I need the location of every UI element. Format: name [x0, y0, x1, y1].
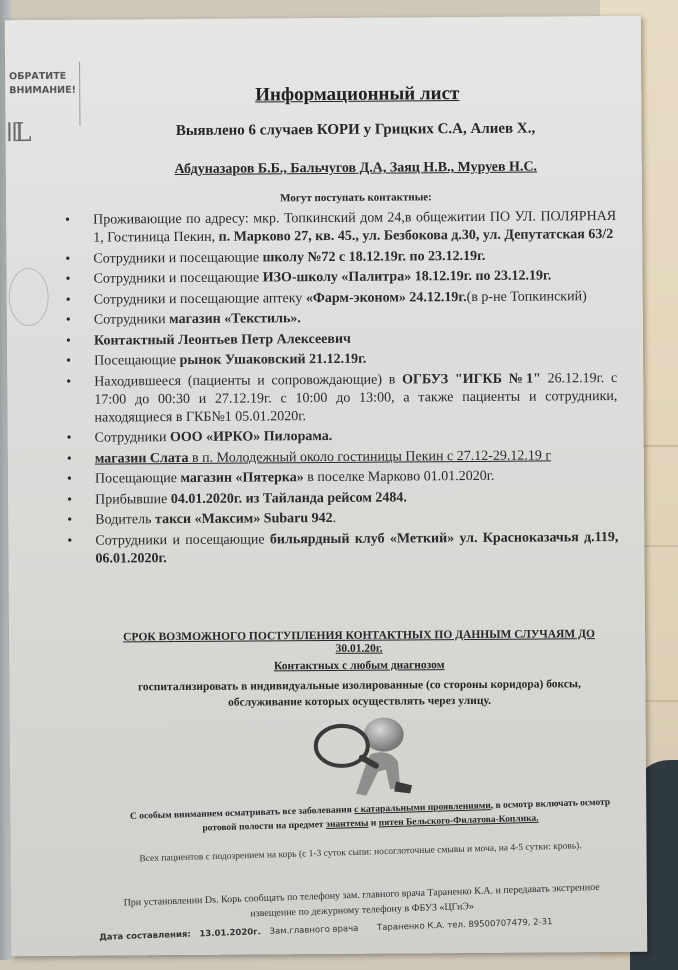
bullet-icon: •: [67, 430, 72, 448]
bullet-icon: •: [65, 271, 70, 289]
item-bold-text: ИЗО-школу «Палитра» 18.12.19г. по 23.12.19г.: [263, 268, 552, 285]
magnifier-figure-icon: [300, 709, 431, 805]
note1-part: пятен Бельского-Филатова-Коплика.: [379, 814, 539, 829]
item-bold-text: «Фарм-эконом» 24.12.19г.: [306, 290, 467, 306]
contact-list-item: [61, 246, 616, 268]
sampling-note: Всех пациентов с подозрением на корь (с 1-3 суток сыпи: носоглоточные смывы и моча, на 4-5 сутки: кровь).: [110, 838, 610, 868]
item-bold-text: магазин «Пятерка»: [180, 470, 303, 486]
hospitalize-line1: госпитализировать в индивидуальные изолированные (со стороны коридора) боксы,: [99, 676, 619, 696]
note1-part: и: [368, 818, 379, 828]
item-bold-text: п. Марково 27, кв. 45., ул. Безбокова д.30, ул. Депутатская 63/2: [219, 227, 614, 245]
stamp-line2: ВНИМАНИЕ!: [9, 84, 79, 98]
item-text: Прибывшие: [95, 492, 171, 508]
item-text: Водитель: [95, 512, 155, 527]
note1-part: , в осмотр включать осмотр ротовой полости на предмет: [202, 798, 610, 834]
bullet-icon: •: [65, 250, 70, 268]
bullet-icon: •: [66, 373, 71, 391]
bullet-icon: •: [67, 512, 72, 530]
item-bold-text: Контактный Леонтьев Петр Алексеевич: [94, 331, 351, 348]
date-value: 13.01.2020г.: [199, 927, 261, 939]
cases-line2: Абдуназаров Б.Б., Бальчугов Д.А, Заяц Н.В., Муруев Н.С.: [126, 159, 586, 178]
item-text: Сотрудники: [95, 430, 170, 446]
deadline-line2: 30.01.20г.: [109, 641, 609, 657]
item-tail-text: в поселке Марково 01.01.2020г.: [304, 469, 495, 485]
item-text: Сотрудники и посещающие: [95, 532, 270, 548]
author-contact: Тараненко К.А. тел. 89500707479, 2-31: [377, 917, 553, 933]
item-text: Посещающие: [95, 471, 181, 487]
bullet-icon: •: [66, 312, 71, 330]
contact-list-item: [63, 446, 618, 468]
contact-list-item: [62, 369, 617, 427]
stamp-line1: ОБРАТИТЕ: [9, 70, 79, 84]
hospitalization-instructions: [99, 676, 619, 712]
note1-part: С особым вниманием осматривать все заболевания: [130, 805, 354, 822]
contact-list-item: [62, 328, 617, 350]
item-bold-text: школу №72 с 18.12.19г. по 23.12.19г.: [263, 248, 486, 265]
item-text: Сотрудники и посещающие: [93, 270, 262, 286]
item-bold-text: такси «Максим» Subaru 942: [155, 511, 333, 527]
contact-list-item: [63, 426, 618, 448]
note1-part: энантемы: [326, 819, 369, 830]
pen-scribble: [8, 268, 48, 326]
reporting-note: При установлении Ds. Корь сообщать по телефону зам. главного врача Тараненко К.А. и передавать экстренное извещение по дежурному телефону в ФБУЗ «ЦГиЭ»: [107, 879, 618, 926]
item-tail-text: .: [333, 511, 337, 526]
item-bold-text: рынок Ушаковский 21.12.19г.: [180, 352, 367, 368]
contact-list-item: [62, 349, 617, 371]
hospitalize-line2: обслуживание которых осуществлять через улицу.: [99, 692, 619, 712]
contact-list-item: [62, 287, 617, 309]
item-text: Сотрудники и посещающие: [93, 250, 262, 266]
bullet-icon: •: [66, 291, 71, 309]
contacts-label: Могут поступать контактные:: [206, 191, 506, 205]
bullet-icon: •: [67, 450, 72, 468]
item-bold-text: магазин «Текстиль».: [169, 311, 301, 327]
bullet-icon: •: [67, 532, 72, 550]
contact-list-item: [61, 267, 616, 289]
bullet-icon: •: [67, 491, 72, 509]
note1-part: с катаральными проявлениями: [354, 801, 491, 815]
date-label: Дата составления:: [99, 930, 191, 943]
item-bold-text: магазин Слата: [95, 450, 189, 466]
bullet-icon: •: [66, 353, 71, 371]
item-text: Находившееся (пациенты и сопровождающие) в: [94, 372, 402, 389]
item-tail-text: 26.12.19г. с 17:00 до 00:30 и 27.12.19г. с 10:00 до 13:00, а также пациенты и сотрудники, находящиеся в ГКБ№1 05.01.2020г.: [94, 370, 617, 425]
bullet-icon: •: [66, 332, 71, 350]
contacts-list: [61, 208, 618, 571]
item-bold-text: ООО «ИРКО» Пилорама.: [170, 429, 332, 445]
attention-stamp: [5, 62, 80, 127]
item-bold-text: 04.01.2020г. из Тайланда рейсом 2484.: [171, 490, 407, 507]
deadline-heading: [109, 628, 609, 657]
item-text: Сотрудники: [94, 312, 169, 328]
item-bold-text: бильярдный клуб «Меткий» ул. Краснoказачья д.119, 06.01.2020г.: [95, 529, 618, 566]
contact-list-item: [62, 308, 617, 330]
document-title: Информационный лист: [237, 83, 477, 107]
item-tail-text: в п. Молодежный около гостиницы Пекин с 27.12-29.12.19 г: [188, 448, 551, 466]
examination-note: [120, 795, 621, 838]
info-sheet: [5, 16, 648, 956]
bullet-icon: •: [65, 212, 70, 230]
item-text: Проживающие по адресу: мкр. Топкинский дом 24,в общежитии ПО УЛ. ПОЛЯРНАЯ 1, Гостиница Пекин,: [93, 209, 616, 246]
contact-list-item: [63, 487, 618, 509]
item-text: Посещающие: [94, 353, 180, 369]
contact-list-item: [63, 508, 618, 530]
item-text: Сотрудники и посещающие аптеку: [94, 291, 306, 307]
author-role: Зам.главного врача: [269, 924, 358, 937]
contact-list-item: [61, 208, 616, 248]
any-diagnosis-heading: Контактных с любым диагнозом: [209, 659, 509, 673]
contact-list-item: [63, 467, 618, 489]
contact-list-item: [63, 528, 618, 568]
item-bold-text: ОГБУЗ "ИГКБ №1": [402, 371, 541, 387]
cases-line1: Выявлено 6 случаев КОРИ у Грицких С.А, Алиев Х.,: [125, 120, 585, 140]
deadline-line1: СРОК ВОЗМОЖНОГО ПОСТУПЛЕНИЯ КОНТАКТНЫХ ПО ДАННЫМ СЛУЧАЯМ ДО: [109, 628, 609, 644]
item-tail-text: (в р-не Топкинский): [467, 289, 587, 305]
bullet-icon: •: [67, 471, 72, 489]
stamp-decoration-icon: ǁL: [5, 118, 27, 148]
figure-foot: [394, 781, 412, 793]
